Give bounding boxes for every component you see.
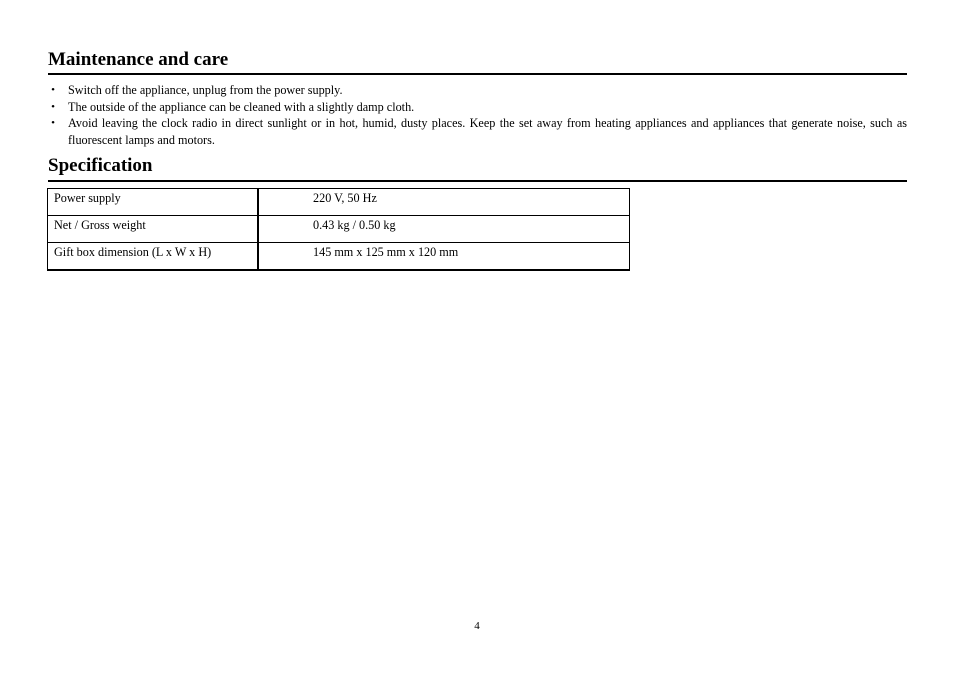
maintenance-list	[48, 82, 907, 148]
spec-label: Net / Gross weight	[48, 216, 259, 243]
spec-value: 220 V, 50 Hz	[258, 189, 630, 216]
table-row	[48, 243, 630, 271]
maintenance-heading: Maintenance and care	[48, 49, 907, 75]
list-item	[48, 82, 907, 99]
spec-value: 0.43 kg / 0.50 kg	[258, 216, 630, 243]
bullet-icon: •	[51, 84, 55, 96]
specification-table	[47, 188, 630, 271]
bullet-icon: •	[51, 100, 55, 113]
list-item	[48, 115, 907, 148]
page-number: 4	[474, 620, 480, 632]
spec-label: Power supply	[48, 189, 259, 216]
list-item-text: Avoid leaving the clock radio in direct sunlight or in hot, humid, dusty places. Keep the set away from heating appliances and appliances that generate noise, such as fluorescent lamps and motors.	[68, 116, 907, 147]
list-item-text: Switch off the appliance, unplug from the power supply.	[68, 83, 343, 97]
spec-value: 145 mm x 125 mm x 120 mm	[258, 243, 630, 271]
list-item-text: The outside of the appliance can be cleaned with a slightly damp cloth.	[68, 99, 415, 114]
table-row	[48, 189, 630, 216]
bullet-icon: •	[51, 117, 55, 129]
spec-label: Gift box dimension (L x W x H)	[48, 243, 259, 271]
specification-heading: Specification	[48, 155, 907, 182]
list-item	[48, 99, 907, 116]
table-row	[48, 216, 630, 243]
